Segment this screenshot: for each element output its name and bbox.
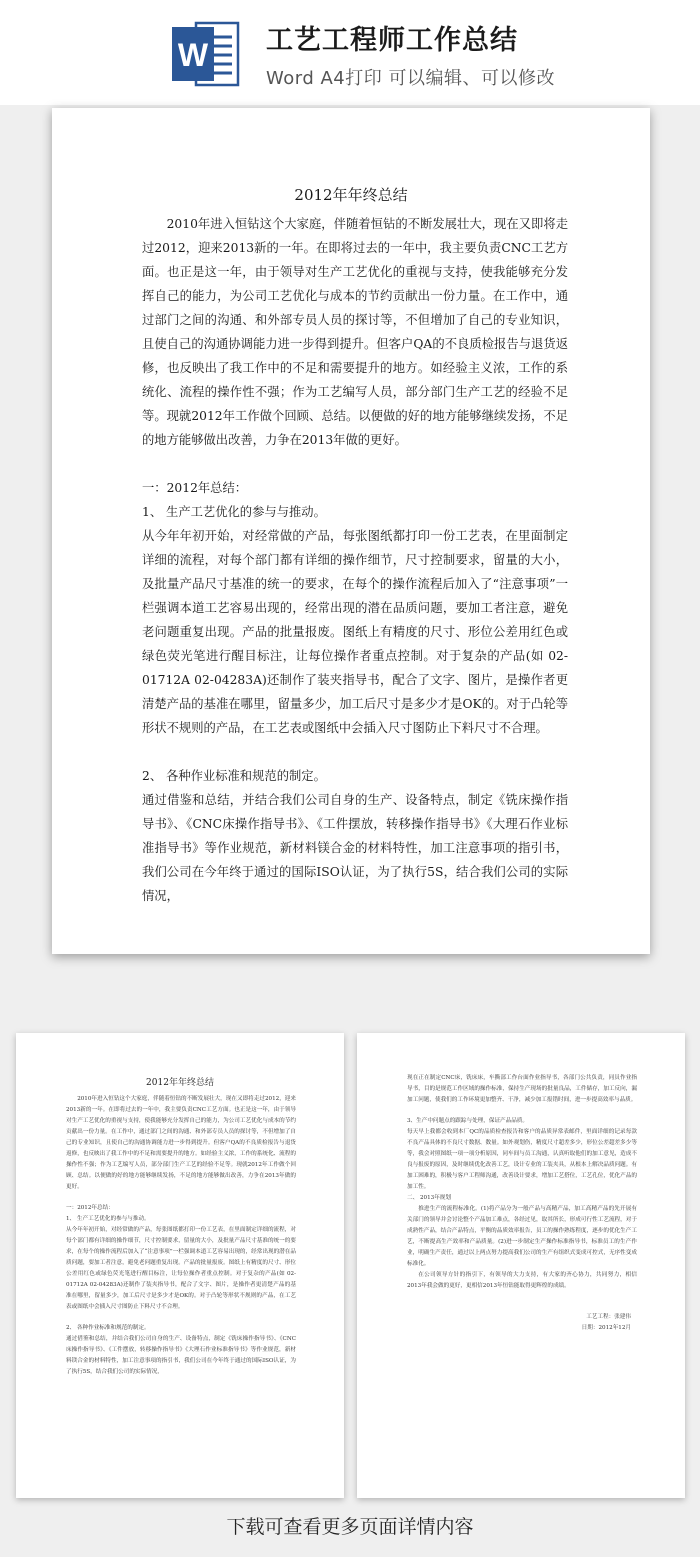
item2-paragraph: 通过借鉴和总结，并结合我们公司自身的生产、设备特点，制定《铣床操作指导书》、《CNC床操作指导书》、《工件摆放，转移操作指导书》《大理石作业标准指导书》等作业规范，新材料镁合金的材料特性，加工注意事项的指引书，我们公司在今年终于通过的国际ISO认证，为了执行5S，结合我们公司的实际情况， — [142, 793, 568, 903]
thumb2-item3-heading: 3、生产中问题点的跟踪与处理，保证产品品质。 — [407, 1118, 529, 1124]
page-thumbnail-2[interactable] — [357, 1033, 685, 1498]
thumb2-section2-paragraph-1: 推进生产的流程标准化。(1)将产品分为一般产品与高精产品，加工高精产品的先开展有关部门的领导并会讨论整个产品加工难点，各经过见，取其所长，形成可行性工艺流程，对于成熟性产品，结合产品特点，平衡的品质效率报告，员工的操作熟练程度，逐步的优化生产工艺，不断提高生产效率和产品质量。(2)进一步制定生产操作标准指导书，标准员工的生产作业，明确生产责任，通过以上两点努力提高我们公司的生产有组织式变成可控式，无序性变成标准化。 — [407, 1206, 637, 1267]
page-title: 工艺工程师工作总结 — [266, 25, 518, 56]
header-banner — [0, 0, 700, 105]
document-preview-main[interactable] — [52, 108, 650, 954]
thumb1-title: 2012年年终总结 — [146, 1078, 214, 1088]
item2-heading: 2、 各种作业标准和规范的制定。 — [142, 769, 326, 783]
thumb1-item1-paragraph: 从今年年初开始，对经常做的产品，每张图纸都打印一份工艺表，在里面制定详细的流程，对每个部门都有详细的操作细节，尺寸控制要求，留量的大小，及批量产品尺寸基准的统一的要求，在每个的操作流程后加入了“注意事项”一栏强调本道工艺容易出现的，经常出现的潜在品质问题，要加工者注意，避免老问题重复出现。产品的批量报废。图纸上有精度的尺寸、形位公差用红色或绿色荧光笔进行醒目标注，让每位操作者重点控制。对于复杂的产品(如 02-01712A 02-04283A)还制作了装夹指导书，配合了文字、图片，是操作者更清楚产品的基准在哪里，留量多少，加工后尺寸是多少才是OK的。对于凸轮等形状不规则的产品，在工艺表或图纸中会插入尺寸图防止下料尺寸不合理。 — [66, 1227, 296, 1310]
section1-heading: 一：2012年总结： — [142, 481, 248, 495]
thumb2-item3-paragraph: 每天早上我都会收到本厂QC的品质检查报告和客户的品质异常表邮件，里面详细的记录每款不良产品具体的不良尺寸数据、数量。如外观划伤，精度尺寸超差多少，形位公差超差多少等等，我会对照图纸一项一项分析原因，同车间与员工沟通，认真听取他们的加工意见，造成不良与报废的原因，及时继续优化改善工艺，设计专业的工装夹具，从根本上解决品质问题。有加工困难的，积极与客户工程师沟通，改善设计要求，增加工艺搭位，工艺孔位，优化产品的加工性。 — [407, 1129, 637, 1190]
thumb2-section2-heading: 二、 2013年规划 — [407, 1195, 451, 1201]
download-more-link[interactable]: 下载可查看更多页面详情内容 — [226, 1516, 474, 1538]
thumb2-signature: 工艺工程：张建伟 — [586, 1314, 631, 1320]
thumb2-date: 日期：2012年12月 — [581, 1325, 631, 1331]
thumb1-item2-paragraph: 通过借鉴和总结，并结合我们公司自身的生产、设备特点，制定《铣床操作指导书》、《CNC床操作指导书》、《工件摆放，转移操作指导书》《大理石作业标准指导书》等作业规范，新材料镁合金的材料特性，加工注意事项的指引书，我们公司在今年终于通过的国际ISO认证，为了执行5S，结合我们公司的实际情况， — [66, 1336, 296, 1375]
thumb2-section2-paragraph-2: 在公司领导方针的指引下，有领导的大力支持，有大家的齐心协力，共同努力，相信2013年我会做的更好，更相信2013年恒钻能取得更辉煌的成绩。 — [407, 1272, 637, 1289]
page-subtitle: Word A4打印 可以编辑、可以修改 — [266, 68, 555, 89]
thumb2-body — [407, 1073, 637, 1334]
thumb1-body — [66, 1094, 296, 1378]
document-body — [142, 212, 568, 908]
item1-paragraph: 从今年年初开始，对经常做的产品，每张图纸都打印一份工艺表，在里面制定详细的流程，对每个部门都有详细的操作细节，尺寸控制要求，留量的大小，及批量产品尺寸基准的统一的要求，在每个的操作流程后加入了“注意事项”一栏强调本道工艺容易出现的，经常出现的潜在品质问题，要加工者注意，避免老问题重复出现。产品的批量报废。图纸上有精度的尺寸、形位公差用红色或绿色荧光笔进行醒目标注，让每位操作者重点控制。对于复杂的产品(如 02-01712A 02-04283A)还制作了装夹指导书，配合了文字、图片，是操作者更清楚产品的基准在哪里，留量多少，加工后尺寸是多少才是OK的。对于凸轮等形状不规则的产品，在工艺表或图纸中会插入尺寸图防止下料尺寸不合理。 — [142, 529, 568, 735]
document-title: 2012年年终总结 — [294, 186, 408, 204]
word-icon-letter: W — [177, 37, 209, 73]
word-document-icon — [172, 19, 240, 89]
page-thumbnail-1[interactable] — [16, 1033, 344, 1498]
thumb1-item1-heading: 1、 生产工艺优化的参与与推动。 — [66, 1216, 150, 1222]
thumb1-item2-heading: 2、 各种作业标准和规范的制定。 — [66, 1325, 150, 1331]
thumb1-section1-heading: 一：2012年总结： — [66, 1205, 114, 1211]
thumb2-paragraph-1: 现在正在制定CNC床，铣床床，车撕部工作台面作业指导书，各部门公共负责，同员作业指导书，目的是规范工作区域的操作标准，保持生产现场的批量良品，工件储存，加工反向，漏加工问题，使我们的工作环境更加整齐、干净，减少加工报错时间，进一步提高效率与品质。 — [407, 1075, 637, 1103]
thumb1-intro: 2010年进入恒钻这个大家庭，伴随着恒钻的不断发展壮大，现在又即将走过2012，迎来2013新的一年。在即将过去的一年中，我主要负责CNC工艺方面。也正是这一年，由于领导对生产工艺优化的重视与支持，使我能够充分发挥自己的能力，为公司工艺优化与成本的节约贡献出一份力量。在工作中，通过部门之间的沟通、和外部专员人员的探讨等，不但增加了自己的专业知识，且使自己的沟通协调能力进一步得到提升。但客户QA的不良质检报告与退货返修，也反映出了我工作中的不足和需要提升的地方。如经验主义浓，工作的系统化、流程的操作性不强；作为工艺编写人员，部分部门生产工艺的经验不足等。现就2012年工作做个回顾、总结。以便做的好的地方能够继续发扬，不足的地方能够做出改善，力争在2013年做的更好。 — [66, 1096, 296, 1190]
item1-heading: 1、 生产工艺优化的参与与推动。 — [142, 505, 326, 519]
intro-paragraph: 2010年进入恒钻这个大家庭，伴随着恒钻的不断发展壮大，现在又即将走过2012，迎来2013新的一年。在即将过去的一年中，我主要负责CNC工艺方面。也正是这一年，由于领导对生产工艺优化的重视与支持，使我能够充分发挥自己的能力，为公司工艺优化与成本的节约贡献出一份力量。在工作中，通过部门之间的沟通、和外部专员人员的探讨等，不但增加了自己的专业知识，且使自己的沟通协调能力进一步得到提升。但客户QA的不良质检报告与退货返修，也反映出了我工作中的不足和需要提升的地方。如经验主义浓，工作的系统化、流程的操作性不强；作为工艺编写人员，部分部门生产工艺的经验不足等。现就2012年工作做个回顾、总结。以便做的好的地方能够继续发扬，不足的地方能够做出改善，力争在2013年做的更好。 — [142, 217, 568, 447]
